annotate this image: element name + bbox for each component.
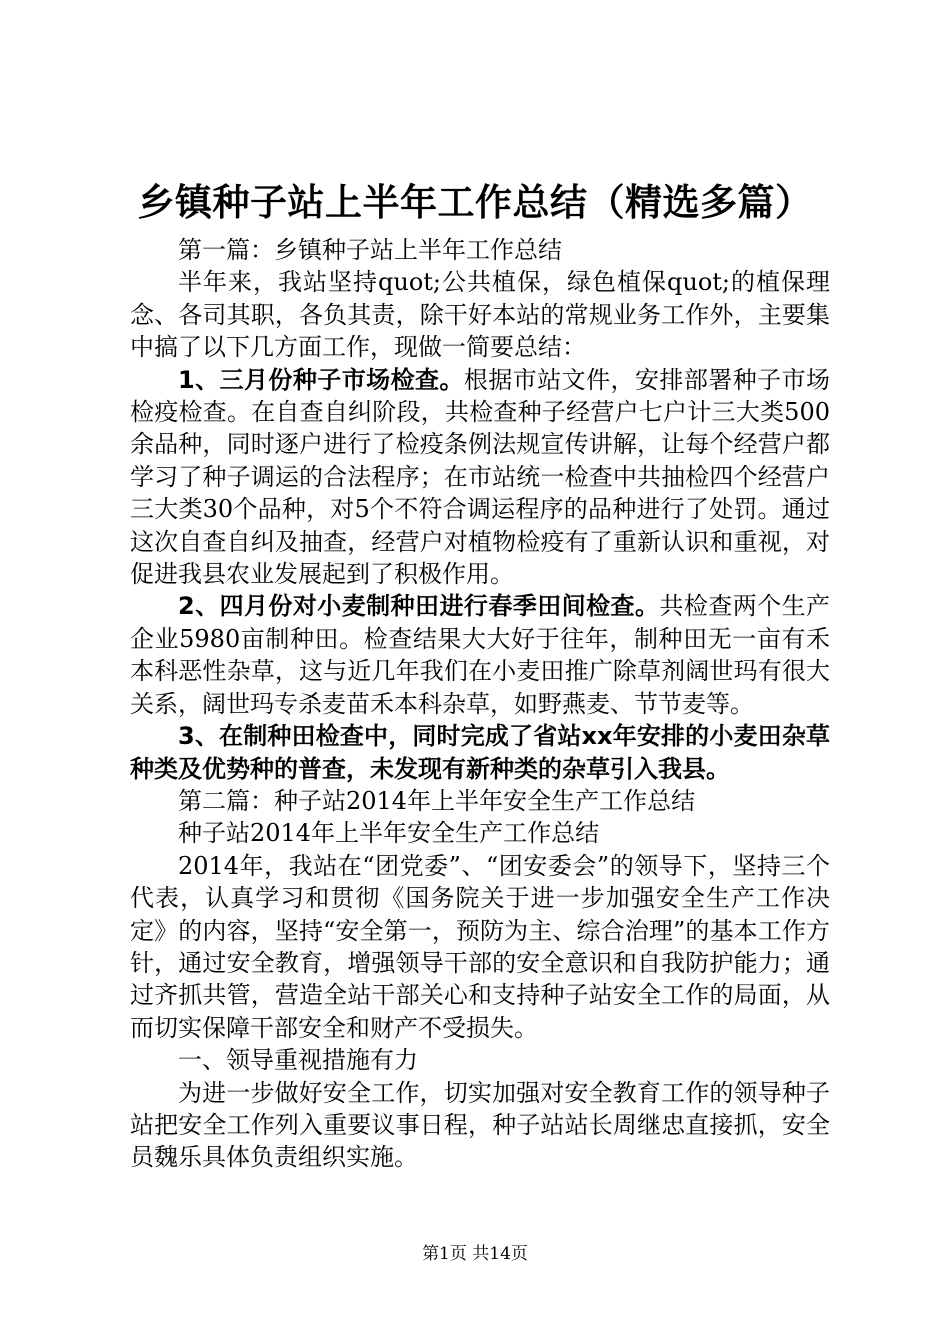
part1-intro: 半年来，我站坚持quot;公共植保，绿色植保quot;的植保理念、各司其职，各负其责，除干好本站的常规业务工作外，主要集中搞了以下几方面工作，现做一简要总结： xyxy=(130,268,830,362)
part2-heading: 第二篇：种子站2014年上半年安全生产工作总结 xyxy=(178,786,696,815)
part2-subheading: 种子站2014年上半年安全生产工作总结 xyxy=(178,819,600,848)
part2-intro: 2014年，我站在“团党委”、“团安委会”的领导下，坚持三个代表，认真学习和贯彻《国务院关于进一步加强安全生产工作决定》的内容，坚持“安全第一，预防为主、综合治理”的基本工作方针，通过安全教育，增强领导干部的安全意识和自我防护能力；通过齐抓共管，营造全站干部关心和支持种子站安全工作的局面，从而切实保障干部安全和财产不受损失。 xyxy=(130,851,830,1042)
part1-heading: 第一篇：乡镇种子站上半年工作总结 xyxy=(178,236,562,264)
part1-item-1 xyxy=(130,364,830,591)
page-footer: 第1页 共14页 xyxy=(422,1244,528,1264)
part1-item-2 xyxy=(130,590,830,720)
part2-section-1-heading: 一、领导重视措施有力 xyxy=(178,1046,418,1075)
document-body xyxy=(130,234,830,1174)
part1-item-1-lead: 1、三月份种子市场检查。 xyxy=(178,365,464,394)
part1-item-1-body: 根据市站文件，安排部署种子市场检疫检查。在自查自纠阶段，共检查种子经营户七户计三大类500余品种，同时逐户进行了检疫条例法规宣传讲解，让每个经营户都学习了种子调运的合法程序；在市站统一检查中共抽检四个经营户三大类30个品种，对5个不符合调运程序的品种进行了处罚。通过这次自查自纠及抽查，经营户对植物检疫有了重新认识和重视，对促进我县农业发展起到了积极作用。 xyxy=(130,365,831,589)
document-title: 乡镇种子站上半年工作总结（精选多篇） xyxy=(137,181,813,224)
part1-item-2-lead: 2、四月份对小麦制种田进行春季田间检查。 xyxy=(178,592,660,621)
part2-section-1-body: 为进一步做好安全工作，切实加强对安全教育工作的领导种子站把安全工作列入重要议事日程，种子站站长周继忠直接抓，安全员魏乐具体负责组织实施。 xyxy=(130,1078,830,1172)
part1-item-2-body: 共检查两个生产企业5980亩制种田。检查结果大大好于往年，制种田无一亩有禾本科恶性杂草，这与近几年我们在小麦田推广除草剂阔世玛有很大关系，阔世玛专杀麦苗禾本科杂草，如野燕麦、节节麦等。 xyxy=(130,592,830,718)
part1-item-3: 3、在制种田检查中，同时完成了省站xx年安排的小麦田杂草种类及优势种的普查，未发现有新种类的杂草引入我县。 xyxy=(130,722,830,783)
